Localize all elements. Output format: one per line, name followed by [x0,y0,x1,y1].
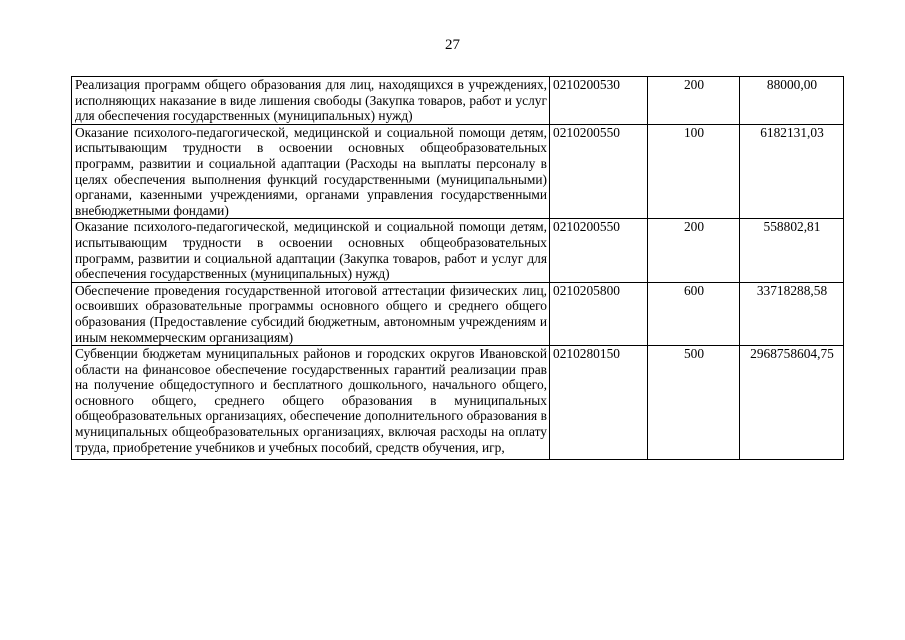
row-description: Субвенции бюджетам муниципальных районов и городских округов Ивановской области на финансовое обеспечение государственных гарантий реализации прав на получение общедоступного и бесплатного дошкольного, начального общего, основного общего, среднего общего образования в муниципальных общеобразовательных организациях, обеспечение дополнительного образования в муниципальных общеобразовательных организациях, включая расходы на оплату труда, приобретение учебников и учебных пособий, средств обучения, игр, [75,346,547,455]
row-target-code: 0210200530 [550,77,648,125]
row-target-code: 0210205800 [550,282,648,345]
page-number: 27 [445,37,460,53]
table-row [72,77,844,125]
row-target-code: 0210200550 [550,124,648,219]
table-row [72,124,844,219]
table-row [72,219,844,282]
row-description: Реализация программ общего образования для лиц, находящихся в учреждениях, исполняющих наказание в виде лишения свободы (Закупка товаров, работ и услуг для обеспечения государственных (муниципальных) нужд) [72,77,550,125]
budget-table-body [72,77,844,460]
row-expense-type: 600 [648,282,740,345]
row-description: Оказание психолого-педагогической, медицинской и социальной помощи детям, испытывающим трудности в освоении основных общеобразовательных программ, развитии и социальной адаптации (Закупка товаров, работ и услуг для обеспечения государственных (муниципальных) нужд) [72,219,550,282]
row-expense-type: 200 [648,219,740,282]
table-row [72,282,844,345]
budget-table [71,76,844,460]
row-amount: 33718288,58 [740,282,844,345]
row-target-code: 0210200550 [550,219,648,282]
row-description-cell [72,346,550,460]
row-amount: 2968758604,75 [740,346,844,460]
row-expense-type: 100 [648,124,740,219]
row-expense-type: 500 [648,346,740,460]
row-amount: 6182131,03 [740,124,844,219]
row-amount: 88000,00 [740,77,844,125]
row-amount: 558802,81 [740,219,844,282]
row-expense-type: 200 [648,77,740,125]
table-row [72,346,844,460]
row-description: Обеспечение проведения государственной итоговой аттестации физических лиц, освоивших образовательные программы основного общего и среднего общего образования (Предоставление субсидий бюджетным, автономным учреждениям и иным некоммерческим организациям) [72,282,550,345]
row-target-code: 0210280150 [550,346,648,460]
row-description: Оказание психолого-педагогической, медицинской и социальной помощи детям, испытывающим трудности в освоении основных общеобразовательных программ, развитии и социальной адаптации (Расходы на выплаты персоналу в целях обеспечения выполнения функций государственными (муниципальными) органами, казенными учреждениями, органами управления государственными внебюджетными фондами) [72,124,550,219]
